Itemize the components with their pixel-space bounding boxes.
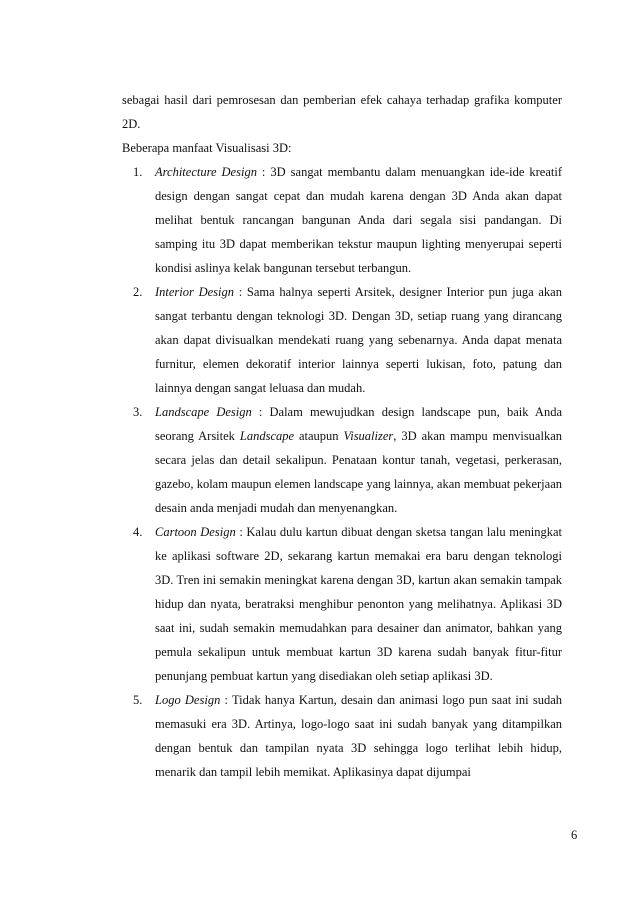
list-item-cartoon bbox=[122, 520, 562, 688]
item-text: : Kalau dulu kartun dibuat dengan sketsa tangan lalu meningkat ke aplikasi software 2D, sekarang kartun memakai era baru dengan teknologi 3D. Tren ini semakin meningkat karena dengan 3D, kartun akan semakin tampak hidup dan nyata, beratraksi menghibur penonton yang melihatnya. Aplikasi 3D saat ini, sudah semakin memudahkan para desainer dan animator, bahkan yang pemula sekalipun untuk membuat kartun 3D karena sudah banyak fitur-fitur penunjang pembuat kartun yang disediakan oleh setiap aplikasi 3D. bbox=[155, 525, 562, 683]
item-text: ataupun bbox=[294, 429, 344, 443]
list-item-body bbox=[155, 688, 562, 784]
list-item-landscape bbox=[122, 400, 562, 520]
term-logo-design: Logo Design bbox=[155, 693, 221, 707]
intro-continuation: sebagai hasil dari pemrosesan dan pemberian efek cahaya terhadap grafika komputer 2D. bbox=[122, 93, 562, 131]
list-item-logo bbox=[122, 688, 562, 784]
list-item-body bbox=[155, 400, 562, 520]
list-number: 3. bbox=[133, 405, 143, 419]
term-landscape: Landscape bbox=[239, 429, 295, 443]
list-number: 2. bbox=[133, 285, 143, 299]
list-item-body bbox=[155, 280, 562, 400]
item-text: : Sama halnya seperti Arsitek, designer Interior pun juga akan sangat terbantu dengan teknologi 3D. Dengan 3D, setiap ruang yang dirancang akan dapat divisualkan mendekati ruang yang sebenarnya. Anda dapat menata furnitur, elemen dekoratif interior lainnya seperti lukisan, foto, patung dan lainnya dengan sangat leluasa dan mudah. bbox=[155, 285, 562, 395]
term-cartoon-design: Cartoon Design bbox=[155, 525, 236, 539]
term-visualizer: Visualizer bbox=[343, 429, 394, 443]
list-item-interior bbox=[122, 280, 562, 400]
page-content bbox=[122, 88, 562, 784]
list-item-body bbox=[155, 520, 562, 688]
term-landscape-design: Landscape Design bbox=[155, 405, 252, 419]
item-text: : 3D sangat membantu dalam menuangkan ide-ide kreatif design dengan sangat cepat dan mudah karena dengan 3D Anda akan dapat melihat bentuk rancangan bangunan Anda dari segala sisi pandangan. Di samping itu 3D dapat memberikan tekstur maupun lighting menyerupai seperti kondisi aslinya kelak bangunan tersebut terbangun. bbox=[155, 165, 562, 275]
list-heading: Beberapa manfaat Visualisasi 3D: bbox=[122, 141, 292, 155]
benefits-list bbox=[122, 160, 562, 784]
item-text: : Dalam mewujudkan design landscape pun, baik Anda seorang Arsitek bbox=[155, 405, 563, 443]
list-number: 4. bbox=[133, 525, 143, 539]
list-number: 1. bbox=[133, 165, 143, 179]
list-number: 5. bbox=[133, 693, 143, 707]
term-interior-design: Interior Design bbox=[155, 285, 235, 299]
list-item-body bbox=[155, 160, 562, 280]
list-item-architecture bbox=[122, 160, 562, 280]
term-architecture-design: Architecture Design bbox=[155, 165, 257, 179]
item-text: , 3D akan mampu menvisualkan secara jelas dan detail sekalipun. Penataan kontur tanah, vegetasi, perkerasan, gazebo, kolam maupun elemen landscape yang lainnya, akan membuat pekerjaan desain anda menjadi mudah dan menyenangkan. bbox=[155, 429, 562, 515]
page-number: 6 bbox=[571, 828, 578, 842]
item-text: : Tidak hanya Kartun, desain dan animasi logo pun saat ini sudah memasuki era 3D. Artinya, logo-logo saat ini sudah banyak yang ditampilkan dengan bentuk dan tampilan nyata 3D sehingga logo terlihat lebih hidup, menarik dan tampil lebih memikat. Aplikasinya dapat dijumpai bbox=[155, 693, 562, 779]
